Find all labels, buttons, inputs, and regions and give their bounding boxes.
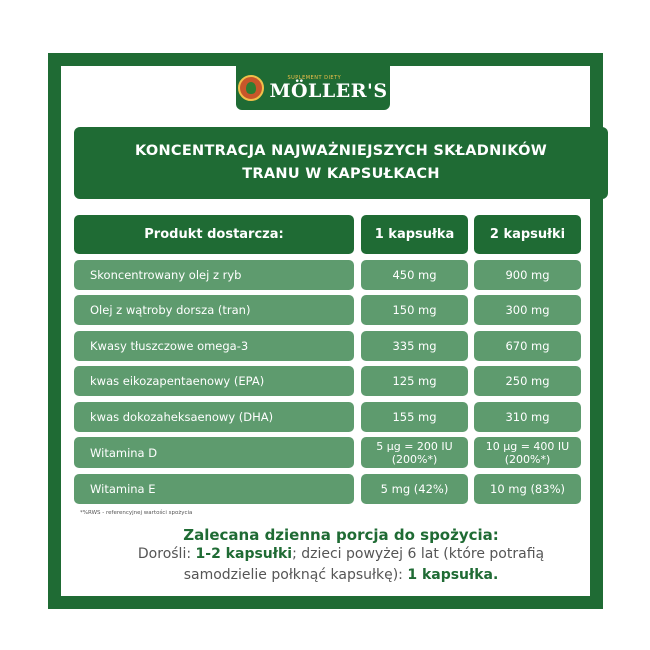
row-one-capsule: 5 mg (42%) [361,474,468,504]
footnote: *%RWS - referencyjnej wartości spożycia [80,510,193,516]
recommendation-title: Zalecana dzienna porcja do spożycia: [183,526,499,544]
row-one-capsule: 125 mg [361,366,468,396]
row-name: Olej z wątroby dorsza (tran) [74,295,354,325]
row-name: kwas eikozapentaenowy (EPA) [74,366,354,396]
row-name: Witamina D [74,437,354,468]
row-name: Witamina E [74,474,354,504]
recommendation-line-2 [74,567,608,583]
row-two-capsules: 250 mg [474,366,581,396]
row-two-capsules [474,437,581,468]
row-one-capsule: 450 mg [361,260,468,290]
header-product: Produkt dostarcza: [74,215,354,254]
row-two-capsules: 10 mg (83%) [474,474,581,504]
row-one-capsule: 150 mg [361,295,468,325]
row-one-capsule [361,437,468,468]
brand-name: MÖLLER'S [269,80,388,102]
row-two-capsules: 900 mg [474,260,581,290]
page-title [74,127,608,199]
brand-logo [236,66,390,110]
row-name: Kwasy tłuszczowe omega-3 [74,331,354,361]
brand-emblem-icon [238,75,264,101]
title-line-2: TRANU W KAPSUŁKACH [242,166,440,182]
value-percent: (200%*) [504,452,551,466]
row-two-capsules: 670 mg [474,331,581,361]
header-one-capsule: 1 kapsułka [361,215,468,254]
row-two-capsules: 310 mg [474,402,581,432]
value-percent: (200%*) [391,452,438,466]
row-two-capsules: 300 mg [474,295,581,325]
brand-subtitle: SUPLEMENT DIETY [287,75,342,81]
row-one-capsule: 335 mg [361,331,468,361]
header-two-capsules: 2 kapsułki [474,215,581,254]
value-amount: 10 µg = 400 IU [485,439,570,453]
children-condition: samodzielie połknąć kapsułkę): [183,567,408,583]
children-text: ; dzieci powyżej 6 lat (które potrafią [292,546,545,562]
row-name: kwas dokozaheksaenowy (DHA) [74,402,354,432]
children-value: 1 kapsułka. [407,567,499,583]
title-line-1: KONCENTRACJA NAJWAŻNIEJSZYCH SKŁADNIKÓW [134,143,548,159]
value-amount: 5 µg = 200 IU [376,439,453,453]
recommendation-line-1 [74,546,608,562]
row-name: Skoncentrowany olej z ryb [74,260,354,290]
row-one-capsule: 155 mg [361,402,468,432]
adults-label: Dorośli: [137,546,196,562]
adults-value: 1-2 kapsułki [195,546,293,562]
